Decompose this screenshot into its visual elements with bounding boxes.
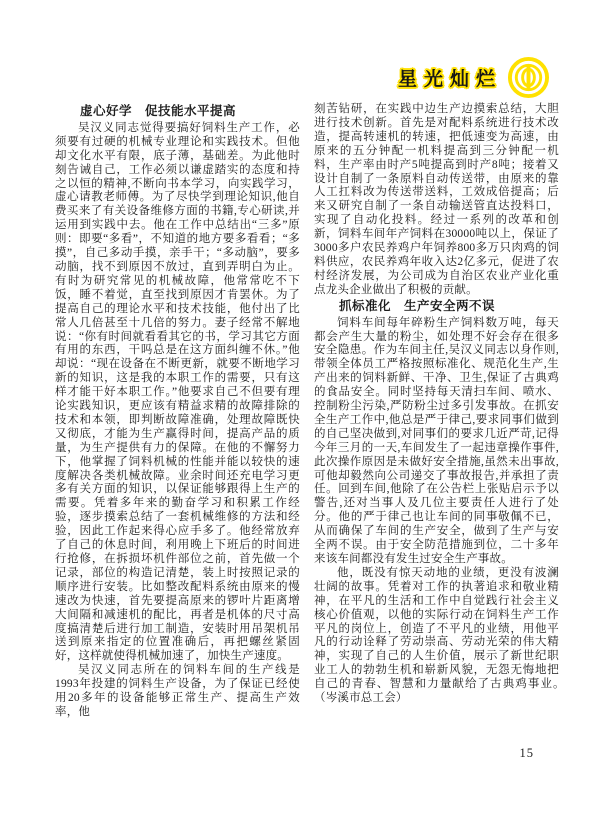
paragraph: 吴汉义同志觉得要搞好饲料生产工作，必须要有过硬的机械专业理论和实践技术。但他却文化水平有限，底子薄，基础差。为此他时刻告诫自己，工作必须以谦虚踏实的态度和持之以恒的精神,不断向书本学习，向实践学习，虚心请教老师傅。为了尽快学到理论知识,他自费买来了有关设备维修方面的书籍,专心研读,并运用到实践中去。他在工作中总结出“三多”原则：即要“多看”，不知道的地方要多看看；“多摸”，自己多动手摸，亲手干；“多动脑”，要多动脑，找不到原因不放过，直到弄明白为止。有时为研究常见的机械故障，他常常吃不下饭，睡不着觉，直至找到原因才肯罢休。为了提高自己的理论水平和技术技能，他付出了比常人几倍甚至十几倍的努力。妻子经常不解地说：“你有时间就看看其它的书，学习其它方面有用的东西，干吗总是在这方面纠缠不休。”他却说：“现在设备在不断更新，就要不断地学习新的知识，这是我的本职工作的需要，只有这样才能干好本职工作。”他要求自己不但要有理论实践知识，更应该有精益求精的故障排除的技术和本领，即判断故障准确，处理故障既快又彻底，才能为生产赢得时间，提高产品的质量，为生产提供有力的保障。在他的不懈努力下，他掌握了饲料机械的性能并能以较快的速度解决各类机械故障。业余时间还充电学习更多有关方面的知识，以保证能够跟得上生产的需要。凭着多年来的勤奋学习和积累工作经验，逐步摸索总结了一套机械维修的方法和经验，因此工作起来得心应手多了。他经常放弃了自己的休息时间，利用晚上下班后的时间进行抢修，在拆损坏机件部位之前，首先做一个记录，部位的构造记清楚，装上时按照记录的顺序进行安装。比如整改配料系统由原来的慢速改为快速，首先要提高原来的锣叶片距离增大间隔和减速机的配比，再者是机体的尺寸高度搞清楚后进行加工制造，安装时用吊架机吊送到原来指定的位置准确后，再把螺丝紧固好，这样就使得机械加速了，加快生产速度。	[55, 121, 300, 663]
right-column	[314, 103, 571, 720]
paragraph: 饲料车间每年碎粉生产饲料数万吨，每天都会产生大量的粉尘，如处理不好会存在很多安全隐患。作为车间主任,吴汉义同志以身作则,带领全体员工严格按照标准化、规范化生产,生产出来的饲料新鲜、干净、卫生,保证了古典鸡的食品安全。同时坚持每天清扫车间、喷水、控制粉尘污染,严防粉尘过多引发事故。在抓安全生产工作中,他总是严于律己,要求同事们做到的自己坚决做到,对同事们的要求几近严苛,记得今年三月的一天,车间发生了一起违章操作事件,此次操作原因是未做好安全措施,虽然未出事故,可他却毅然向公司递交了事故报告,并承担了责任。回到车间,他除了在公告栏上张贴启示予以警告,还对当事人及几位主要责任人进行了处分。他的严于律己也让车间的同事敬佩不已，从而确保了车间的生产安全，做到了生产与安全两不误。由于安全防范措施到位，二十多年来该车间都没有发生过安全生产事故。	[314, 316, 559, 565]
paragraph: 吴汉义同志所在的饲料车间的生产线是1993年投建的饲料生产设备，为了保证已经使用20多年的设备能够正常生产、提高生产效率，他	[55, 664, 300, 718]
section-heading-safety: 抓标准化 生产安全两不误	[339, 298, 496, 313]
paragraph-continuation: 刻苦钻研，在实践中边生产边摸索总结，大胆进行技术创新。首先是对配料系统进行技术改造，提高转速机的转速，把低速变为高速，由原来的五分钟配一机料提高到三分钟配一机料，生产率由时产5吨提高到时产8吨；接着又设计自制了一条原料自动传送带，由原来的靠人工扛料改为传送带送料，工效成倍提高；后来又研究自制了一条自动输送管直达投料口，实现了自动化投料。经过一系列的改革和创新，饲料车间年产饲料在30000吨以上，保证了3000多户农民养鸡户年饲养800多万只肉鸡的饲料供应，农民养鸡年收入达2亿多元，促进了农村经济发展，为公司成为自治区农业产业化重点龙头企业做出了积极的贡献。	[314, 103, 559, 296]
article-body	[55, 103, 571, 720]
page-number: 15	[519, 746, 534, 760]
masthead	[398, 56, 550, 99]
paragraph: 他，既没有惊天动地的业绩，更没有波澜壮阔的故事。凭着对工作的执著追求和敬业精神，在平凡的生活和工作中自觉践行社会主义核心价值观，以他的实际行动在饲料生产工作平凡的岗位上，创造了不平凡的业绩，用他平凡的行动诠释了劳动崇高、劳动光荣的伟大精神，实现了自己的人生价值，展示了新世纪职业工人的勃勃生机和崭新风貌，无怨无悔地把自己的青春、智慧和力量献给了古典鸡事业。 （岑溪市总工会）	[314, 566, 571, 705]
masthead-title: 星光灿烂	[397, 69, 502, 90]
left-column	[55, 103, 300, 720]
section-heading-study: 虚心好学 促技能水平提高	[80, 104, 237, 118]
trade-union-emblem-icon	[507, 56, 550, 99]
